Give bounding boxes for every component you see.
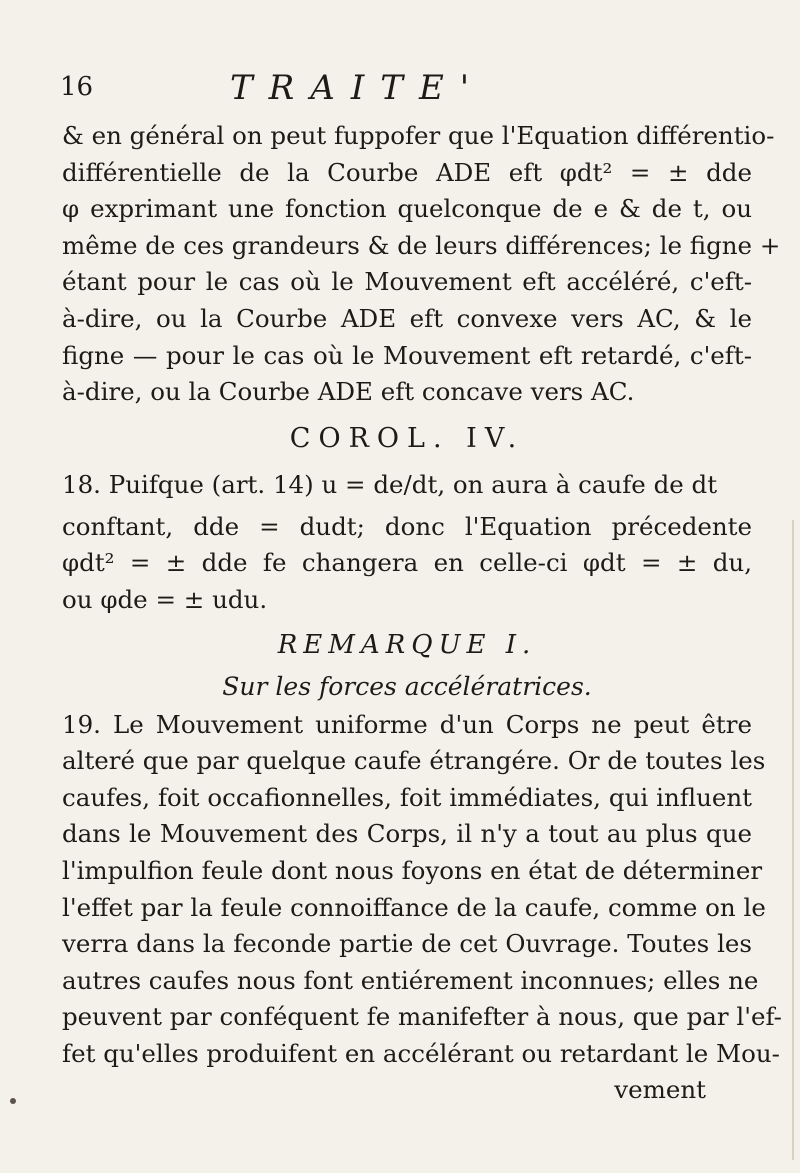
text-line: même de ces grandeurs & de leurs différences; le figne + [62, 230, 781, 260]
page-number: 16 [60, 72, 94, 102]
text-line: à-dire, ou la Courbe ADE eft convexe vers AC, & le [62, 303, 752, 333]
ink-spot [10, 1098, 16, 1104]
text-line: figne — pour le cas où le Mouvement eft retardé, c'eft- [62, 340, 752, 370]
corollary-heading: COROL. IV. [289, 422, 525, 454]
catchword: vement [614, 1075, 706, 1105]
text-line: différentielle de la Courbe ADE eft φdt² = ± dde [62, 157, 752, 187]
page-edge-shadow [792, 520, 794, 1160]
text-line: alteré que par quelque caufe étrangére. Or de toutes les [62, 746, 766, 776]
equation-line: 18. Puifque (art. 14) u = de/dt, on aura à caufe de dt [62, 469, 718, 499]
text-line: & en général on peut fuppofer que l'Equation différentio- [62, 121, 775, 150]
text-line: conftant, dde = dudt; donc l'Equation précedente [62, 511, 752, 541]
paragraph-2 [62, 461, 752, 619]
paragraph-3 [62, 707, 782, 1073]
page-header [60, 68, 740, 108]
text-line: à-dire, ou la Courbe ADE eft concave vers AC. [62, 377, 635, 407]
text-line: verra dans la feconde partie de cet Ouvrage. Toutes les [62, 929, 752, 959]
text-line: étant pour le cas où le Mouvement eft accéléré, c'eft- [62, 267, 752, 297]
body-text [62, 118, 782, 1106]
paragraph-1 [62, 118, 781, 411]
text-line: dans le Mouvement des Corps, il n'y a tout au plus que [62, 819, 752, 849]
text-line: φdt² = ± dde fe changera en celle-ci φdt = ± du, [62, 548, 752, 578]
text-line: autres caufes nous font entiérement inconnues; elles ne [62, 965, 759, 995]
text-line: l'effet par la feule connoiffance de la caufe, comme on le [62, 892, 766, 922]
remark-subtitle: Sur les forces accélératrices. [222, 671, 592, 701]
text-line: caufes, foit occafionnelles, foit immédiates, qui influent [62, 782, 752, 812]
text-line: fet qu'elles produifent en accélérant ou retardant le Mou- [62, 1038, 780, 1068]
text-line: peuvent par conféquent fe manifefter à nous, que par l'ef- [62, 1002, 782, 1032]
text-line: l'impulfion feule dont nous foyons en état de déterminer [62, 855, 763, 885]
text-line: φ exprimant une fonction quelconque de e & de t, ou [62, 194, 752, 224]
text-line: ou φde = ± udu. [62, 584, 268, 614]
remark-heading: REMARQUE I. [277, 629, 537, 660]
running-title: TRAITE' [230, 68, 486, 108]
text-line: 19. Le Mouvement uniforme d'un Corps ne peut être [62, 709, 752, 739]
